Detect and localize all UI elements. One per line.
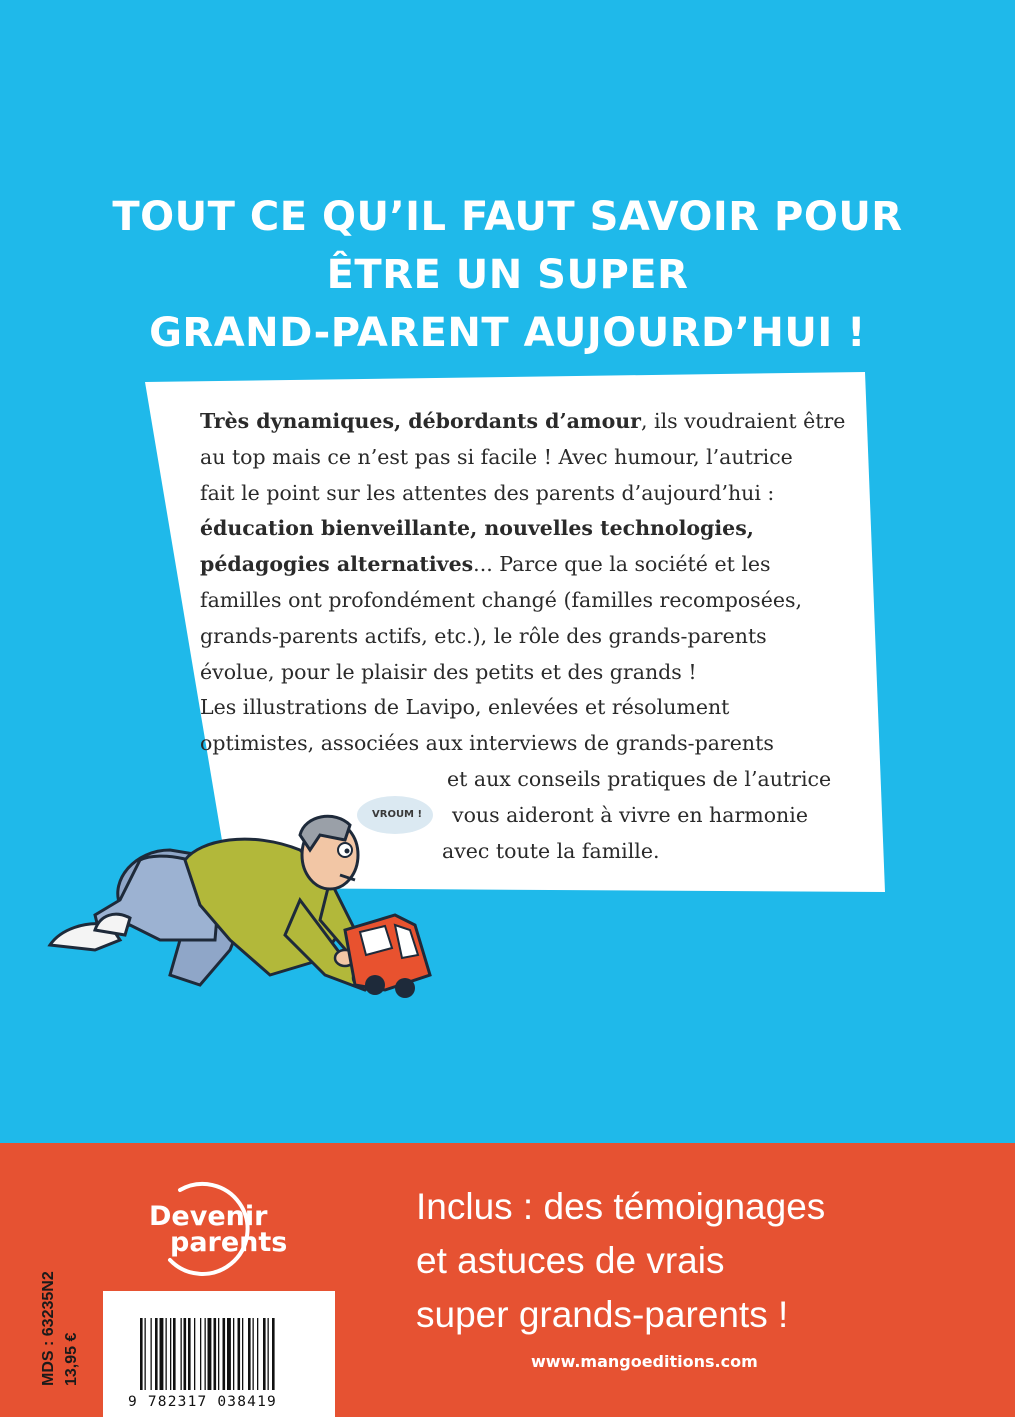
barcode-bar [257, 1318, 258, 1390]
barcode-bar [166, 1318, 167, 1390]
barcode-bar [200, 1318, 201, 1390]
promo-line-1: Inclus : des témoignages [416, 1186, 826, 1227]
barcode-bar [173, 1318, 176, 1390]
blurb-line [200, 547, 880, 583]
barcode-bar [242, 1318, 243, 1390]
logo-line-2: parents [170, 1227, 288, 1258]
blurb-bold: éducation bienveillante, nouvelles technologies, [200, 516, 754, 541]
blurb-segment: , ils voudraient être [640, 409, 846, 433]
product-code: MDS : 63235N2 [40, 1271, 57, 1386]
publisher-website: www.mangoeditions.com [531, 1352, 758, 1371]
blurb-line: et aux conseils pratiques de l’autrice [447, 766, 832, 791]
blurb-bold: pédagogies alternatives [200, 552, 474, 577]
barcode-bar [160, 1318, 164, 1390]
speech-bubble-text: VROUM ! [372, 809, 423, 820]
blurb-line: Les illustrations de Lavipo, enlevées et résolument [200, 695, 730, 720]
barcode-bar [208, 1318, 212, 1390]
headline-line-3: GRAND-PARENT AUJOURD’HUI ! [149, 310, 866, 356]
blurb-line: au top mais ce n’est pas si facile ! Avec humour, l’autrice [200, 444, 793, 469]
price: 13,95 € [63, 1332, 80, 1386]
blurb-line: avec toute la famille. [442, 838, 660, 863]
barcode-bar [145, 1318, 146, 1390]
barcode-bar [268, 1318, 269, 1390]
barcode-bar [214, 1318, 217, 1390]
barcode-bar [248, 1318, 251, 1390]
blurb-line: optimistes, associées aux interviews de grands-parents [200, 731, 774, 756]
barcode-bar [155, 1318, 158, 1390]
barcode-bar [223, 1318, 226, 1390]
barcode-bar [184, 1318, 187, 1390]
blurb-segment: ... Parce que la société et les [473, 552, 771, 577]
blurb-line: vous aideront à vivre en harmonie [452, 802, 808, 827]
barcode-bar [272, 1318, 275, 1390]
toy-truck-illustration [345, 915, 430, 998]
barcode-bar [253, 1318, 254, 1390]
barcode-bar [151, 1318, 152, 1390]
barcode-bar [194, 1318, 195, 1390]
barcode-bar [238, 1318, 241, 1390]
blurb-line: familles ont profondément changé (familles recomposées, [200, 587, 803, 612]
barcode-bar [181, 1318, 182, 1390]
barcode-bar [233, 1318, 234, 1390]
promo-line-2: et astuces de vrais [416, 1240, 725, 1281]
barcode-bar [188, 1318, 191, 1390]
promo-line-3: super grands-parents ! [416, 1294, 789, 1335]
blurb-text [200, 404, 880, 869]
barcode-bar [263, 1318, 266, 1390]
headline-line-2: ÊTRE UN SUPER [326, 252, 689, 298]
barcode-bar [227, 1318, 231, 1390]
barcode-bar [140, 1318, 143, 1390]
promo-text [416, 1180, 996, 1342]
barcode-bar [218, 1318, 219, 1390]
barcode-bar [205, 1318, 206, 1390]
blurb-line: évolue, pour le plaisir des petits et des grands ! [200, 659, 697, 684]
blurb-line [200, 404, 880, 440]
headline-line-1: TOUT CE QU’IL FAUT SAVOIR POUR [112, 194, 903, 240]
logo-line-1: Devenir [149, 1201, 268, 1232]
blurb-bold: Très dynamiques, débordants d’amour [200, 409, 641, 433]
blurb-line: fait le point sur les attentes des parents d’aujourd’hui : [200, 480, 775, 505]
blurb-line [200, 511, 880, 547]
barcode-number: 9 782317 038419 [128, 1394, 277, 1410]
blurb-line: grands-parents actifs, etc.), le rôle des grands-parents [200, 623, 767, 648]
barcode [140, 1318, 320, 1390]
barcode-bar [170, 1318, 171, 1390]
